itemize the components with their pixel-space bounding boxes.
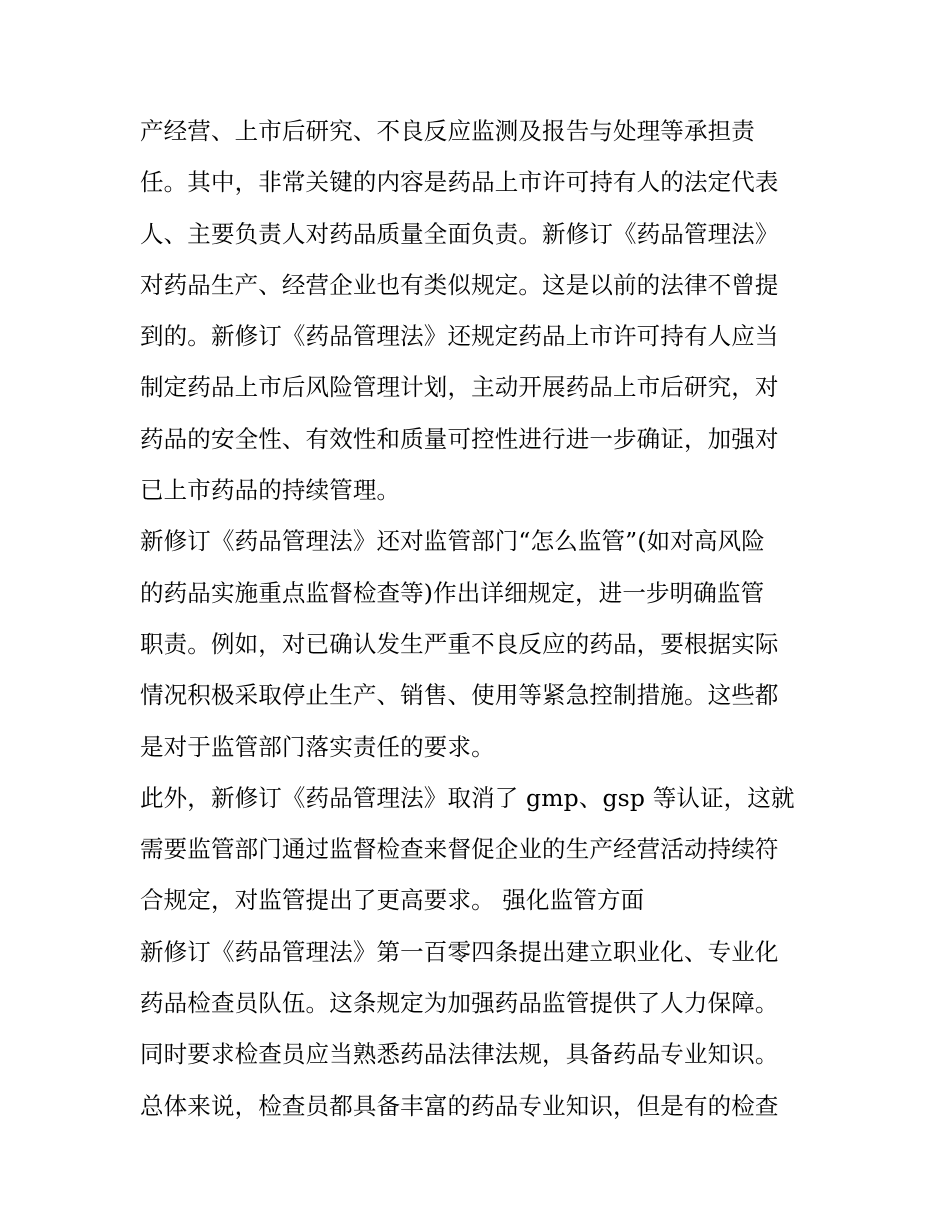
text-line: 药品检查员队伍。这条规定为加强药品监管提供了人力保障。 [140, 989, 779, 1018]
text-line: 制定药品上市后风险管理计划，主动开展药品上市后研究，对 [140, 373, 779, 402]
text-line: 的药品实施重点监督检查等)作出详细规定，进一步明确监管 [140, 578, 765, 607]
text-line: 同时要求检查员应当熟悉药品法律法规，具备药品专业知识。 [140, 1040, 779, 1069]
text-line: 产经营、上市后研究、不良反应监测及报告与处理等承担责 [140, 117, 755, 145]
text-line: 对药品生产、经营企业也有类似规定。这是以前的法律不曾提 [140, 270, 779, 299]
text-line: 总体来说，检查员都具备丰富的药品专业知识，但是有的检查 [140, 1091, 779, 1120]
text-line: 合规定，对监管提出了更高要求。 强化监管方面 [140, 886, 645, 915]
text-line: 新修订《药品管理法》还对监管部门“怎么监管”(如对高风险 [140, 527, 765, 556]
document-body [140, 106, 820, 1132]
text-line: 新修订《药品管理法》第一百零四条提出建立职业化、专业化 [140, 937, 779, 966]
text-line: 药品的安全性、有效性和质量可控性进行进一步确证，加强对 [140, 424, 779, 453]
text-line: 需要监管部门通过监督检查来督促企业的生产经营活动持续符 [140, 835, 779, 864]
text-line: 职责。例如，对已确认发生严重不良反应的药品，要根据实际 [140, 629, 779, 658]
text-line: 是对于监管部门落实责任的要求。 [140, 732, 495, 761]
text-line: 人、主要负责人对药品质量全面负责。新修订《药品管理法》 [140, 219, 779, 248]
text-line: 情况积极采取停止生产、销售、使用等紧急控制措施。这些都 [140, 681, 779, 710]
text-line: 到的。新修订《药品管理法》还规定药品上市许可持有人应当 [140, 322, 779, 351]
text-line: 任。其中，非常关键的内容是药品上市许可持有人的法定代表 [140, 168, 779, 197]
text-line: 此外，新修订《药品管理法》取消了 gmp、gsp 等认证，这就 [140, 783, 795, 812]
text-line: 已上市药品的持续管理。 [140, 476, 401, 505]
